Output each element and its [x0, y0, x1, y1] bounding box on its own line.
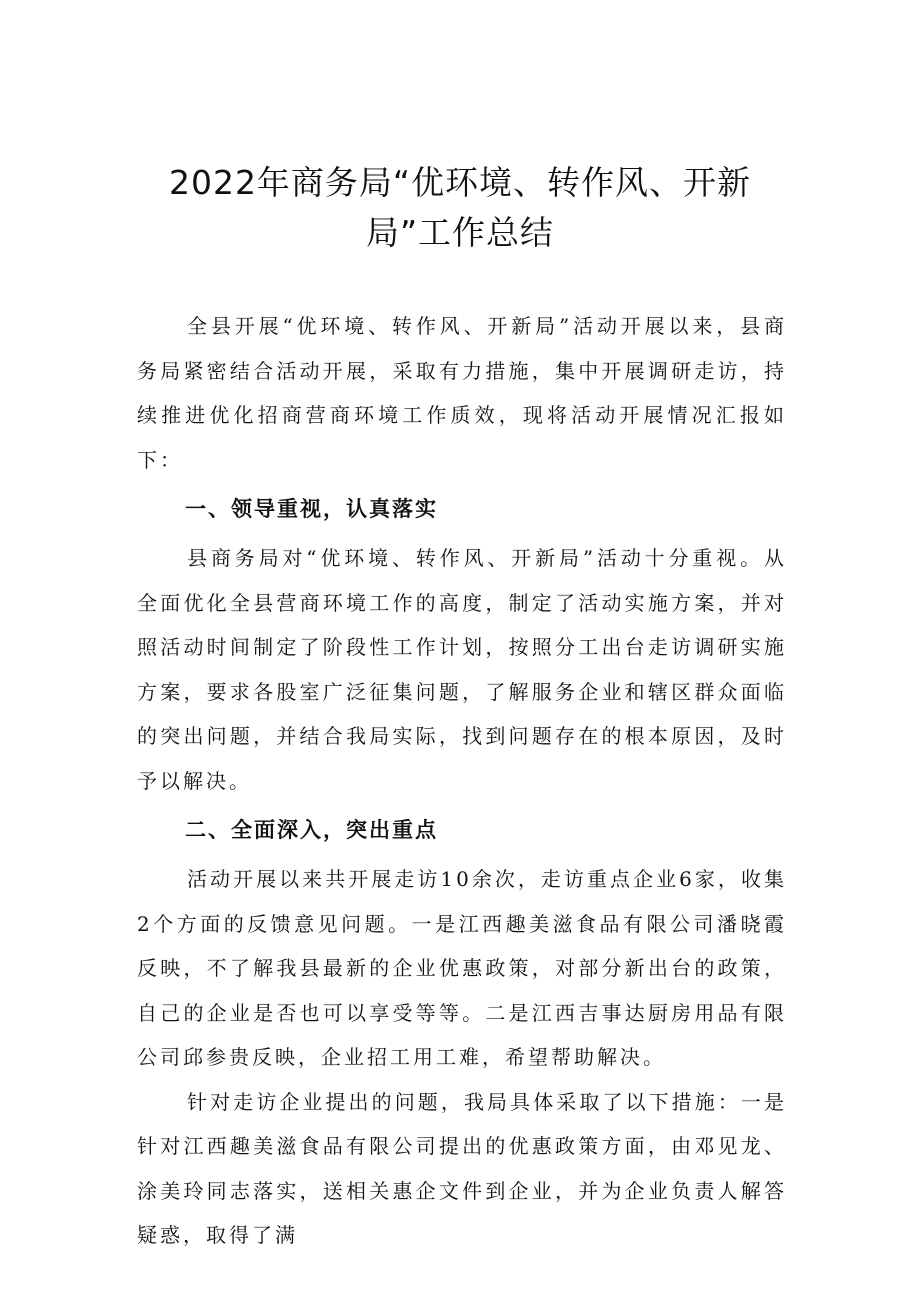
- document-title: [120, 158, 800, 258]
- intro-paragraph: 全县开展“优环境、转作风、开新局”活动开展以来，县商务局紧密结合活动开展，采取有力措施，集中开展调研走访，持续推进优化招商营商环境工作质效，现将活动开展情况汇报如下：: [137, 314, 787, 472]
- section-1-paragraph: 县商务局对“优环境、转作风、开新局”活动十分重视。从全面优化全县营商环境工作的高度，制定了活动实施方案，并对照活动时间制定了阶段性工作计划，按照分工出台走访调研实施方案，要求各股室广泛征集问题，了解服务企业和辖区群众面临的突出问题，并结合我局实际，找到问题存在的根本原因，及时予以解决。: [137, 546, 787, 793]
- title-line-2: 局”工作总结: [365, 213, 555, 252]
- section-2-paragraph-1: 活动开展以来共开展走访10余次，走访重点企业6家，收集2个方面的反馈意见问题。一是江西趣美滋食品有限公司潘晓霞反映，不了解我县最新的企业优惠政策，对部分新出台的政策，自己的企业是否也可以享受等等。二是江西吉事达厨房用品有限公司邱参贵反映，企业招工用工难，希望帮助解决。: [137, 867, 787, 1069]
- document-body: [137, 304, 787, 1258]
- section-2-paragraph-2: 针对走访企业提出的问题，我局具体采取了以下措施：一是针对江西趣美滋食品有限公司提出的优惠政策方面，由邓见龙、涂美玲同志落实，送相关惠企文件到企业，并为企业负责人解答疑惑，取得了满: [137, 1089, 787, 1247]
- section-2-heading: 二、全面深入，突出重点: [185, 818, 438, 842]
- title-line-1: 2022年商务局“优环境、转作风、开新: [168, 163, 752, 202]
- section-1-heading: 一、领导重视，认真落实: [185, 497, 438, 521]
